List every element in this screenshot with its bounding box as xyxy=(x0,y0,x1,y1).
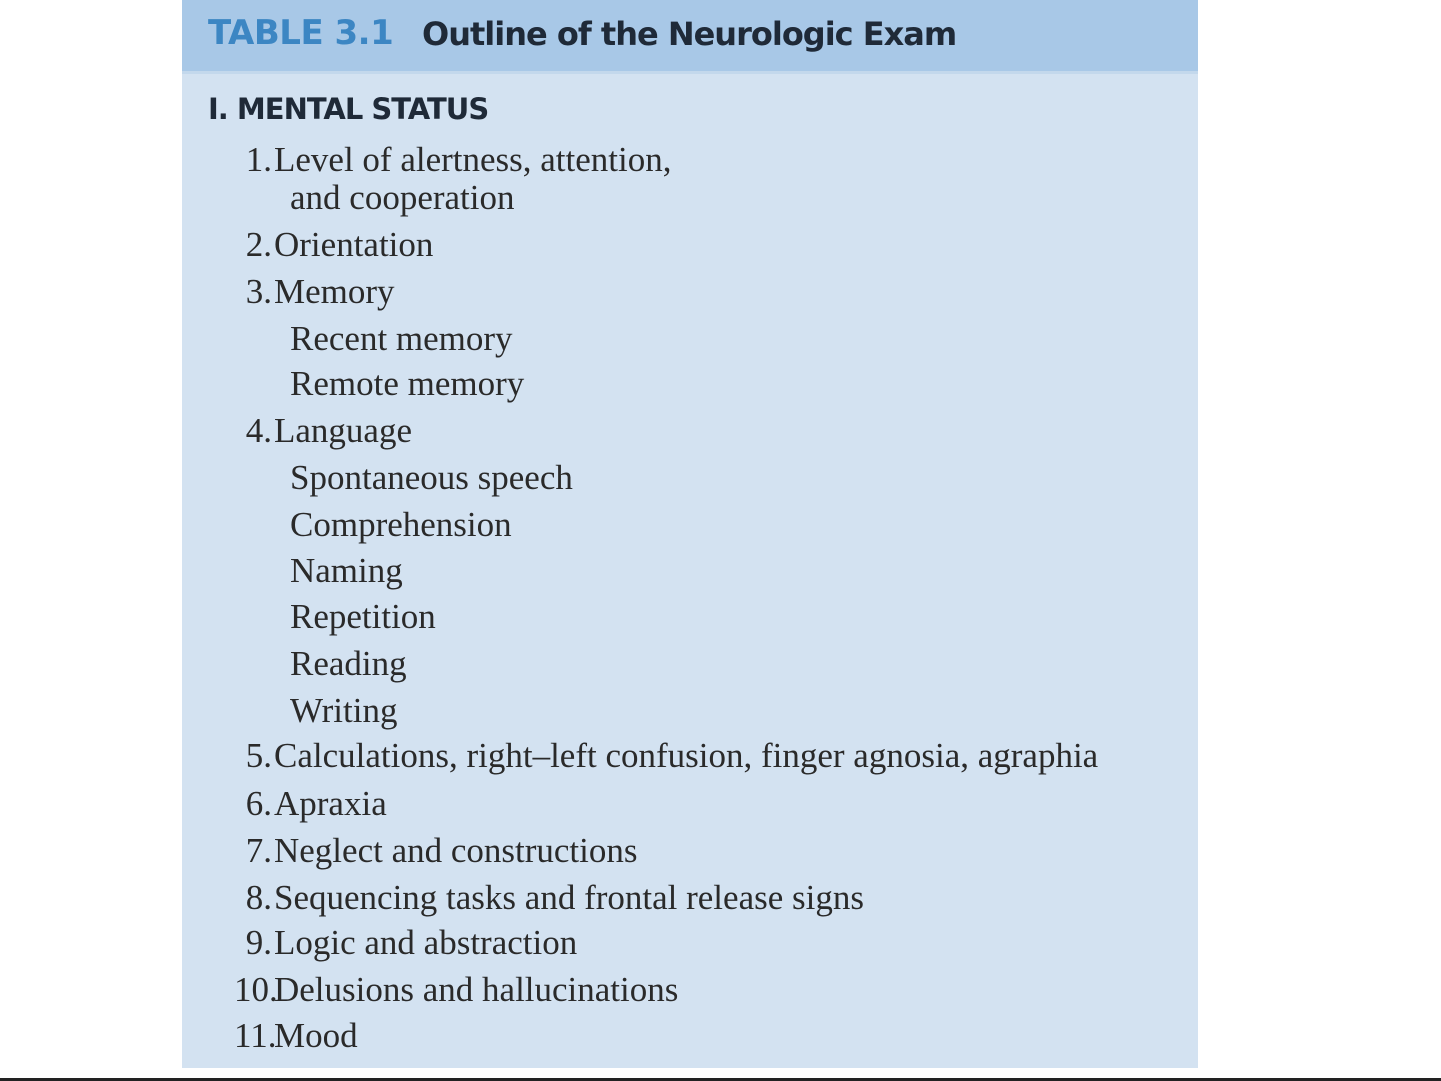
list-item xyxy=(234,833,638,868)
item-label: Mood xyxy=(274,1016,358,1055)
item-label: Apraxia xyxy=(274,784,387,823)
list-item xyxy=(234,1018,358,1053)
list-item xyxy=(234,972,678,1007)
sub-item: Recent memory xyxy=(290,319,513,358)
item-label: Level of alertness, attention, xyxy=(274,140,672,179)
sub-item: Remote memory xyxy=(290,364,525,403)
sub-item: Spontaneous speech xyxy=(290,458,573,497)
item-number: 1. xyxy=(245,140,272,179)
list-item xyxy=(234,413,412,448)
list-item xyxy=(234,786,387,821)
item-number: 6. xyxy=(245,784,272,823)
item-number: 5. xyxy=(245,736,272,775)
item-label: Language xyxy=(274,411,412,450)
item-number: 3. xyxy=(245,272,272,311)
list-item xyxy=(234,227,433,262)
item-number: 7. xyxy=(245,831,272,870)
item-label: Logic and abstraction xyxy=(274,923,578,962)
item-label: Memory xyxy=(274,272,395,311)
item-continuation: and cooperation xyxy=(290,178,515,217)
item-label: Delusions and hallucinations xyxy=(274,970,679,1009)
item-number: 4. xyxy=(245,411,272,450)
section-heading: I. MENTAL STATUS xyxy=(208,92,489,126)
sub-item: Reading xyxy=(290,644,407,683)
sub-item: Writing xyxy=(290,691,398,730)
item-number: 8. xyxy=(245,878,272,917)
item-number: 2. xyxy=(245,225,272,264)
item-label: Orientation xyxy=(274,225,434,264)
list-item xyxy=(234,142,672,177)
item-label: Calculations, right–left confusion, finger agnosia, agraphia xyxy=(274,736,1099,775)
list-item xyxy=(234,880,864,915)
list-item xyxy=(234,274,395,309)
sub-item: Repetition xyxy=(290,597,436,636)
table-title: Outline of the Neurologic Exam xyxy=(422,15,957,53)
item-label: Sequencing tasks and frontal release signs xyxy=(274,878,864,917)
table-number: TABLE 3.1 xyxy=(208,13,394,53)
table-header xyxy=(182,0,1198,74)
sub-item: Naming xyxy=(290,551,403,590)
item-number: 9. xyxy=(245,923,272,962)
list-item xyxy=(234,925,577,960)
table-panel xyxy=(182,0,1198,1068)
item-label: Neglect and constructions xyxy=(274,831,638,870)
item-number: 10. xyxy=(234,970,278,1009)
list-item xyxy=(234,738,1098,773)
sub-item: Comprehension xyxy=(290,505,512,544)
item-number: 11. xyxy=(234,1016,277,1055)
